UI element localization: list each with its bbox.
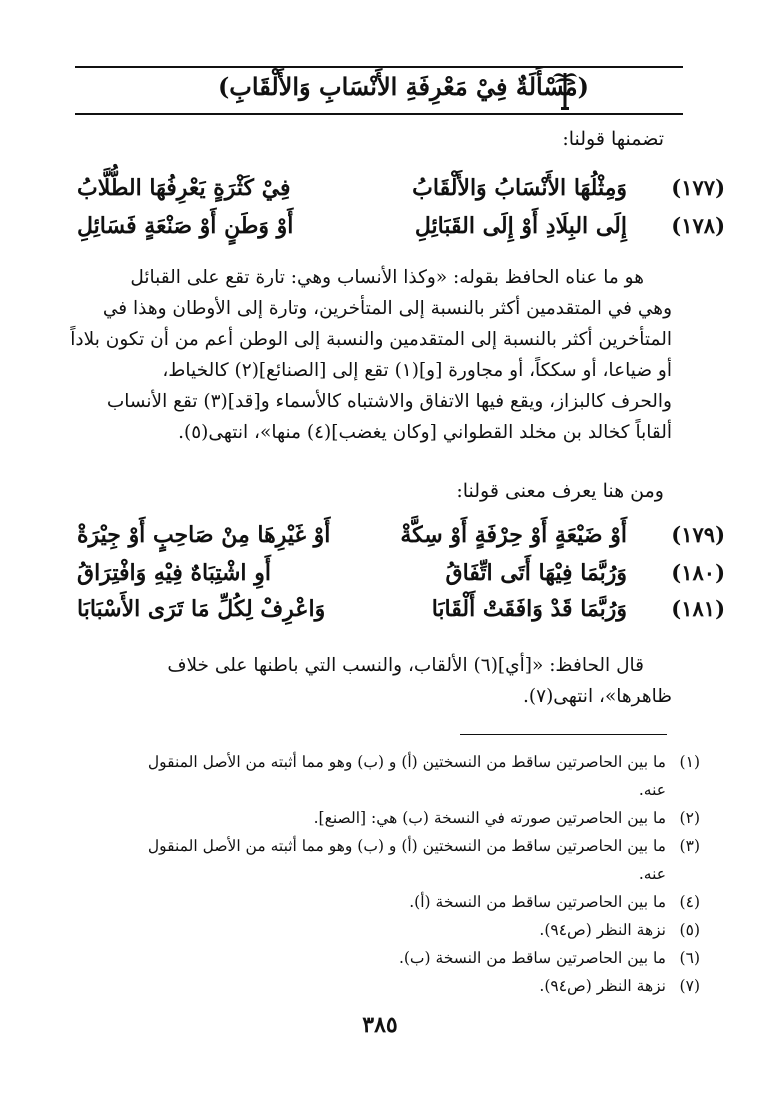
verse-second-hemistich: وَاعْرِفْ لِكُلِّ مَا تَرَى الأَسْبَابَا: [77, 596, 326, 622]
footnote-item: [70, 916, 700, 944]
paragraph-line: ظاهرها»، انتهى(٧).: [523, 686, 672, 707]
footnote-number: (٥): [679, 921, 700, 939]
paragraph-line: المتأخرين أكثر بالنسبة إلى المتقدمين والنسبة إلى الوطن أعم من أن تكون بلاداً: [70, 329, 672, 350]
footnote-item: [70, 888, 700, 916]
intro-line-1: تضمنها قولنا:: [562, 128, 664, 150]
commentary-paragraph-2: [72, 650, 672, 712]
footnote-number: (١): [679, 753, 700, 771]
verse-first-hemistich: وَرُبَّمَا فِيْهَا أَتَى اتِّفَاقُ: [445, 560, 627, 586]
verse-second-hemistich: فِيْ كَثْرَةٍ يَعْرِفُهَا الطُّلَّابُ: [77, 175, 291, 201]
header-top-rule: [75, 66, 683, 68]
footnote-item: [70, 832, 700, 888]
footnote-item: [70, 972, 700, 1000]
header-bottom-rule: [75, 113, 683, 115]
footnote-number: (٤): [679, 893, 700, 911]
footnote-text: ما بين الحاصرتين ساقط من النسخة (ب).: [398, 949, 666, 967]
footnote-text: ما بين الحاصرتين ساقط من النسخة (أ).: [409, 893, 666, 911]
verse-row: [65, 175, 725, 209]
footnote-text: نزهة النظر (ص٩٤).: [539, 921, 666, 939]
footnote-text: نزهة النظر (ص٩٤).: [539, 977, 666, 995]
paragraph-line: قال الحافظ: «[أي](٦) الألقاب، والنسب التي باطنها على خلاف: [167, 655, 644, 676]
verse-row: [65, 596, 725, 630]
verse-first-hemistich: إِلَى البِلَادِ أَوْ إِلَى القَبَائِلِ: [414, 213, 627, 239]
footnote-text: عنه.: [638, 865, 666, 883]
verse-number: (١٧٨): [671, 213, 725, 238]
paragraph-line: وهي في المتقدمين أكثر بالنسبة إلى المتأخرين، وتارة إلى الأوطان وهذا في: [102, 298, 672, 319]
footnote-text: ما بين الحاصرتين ساقط من النسختين (أ) و (ب) وهو مما أثبته من الأصل المنقول: [147, 837, 666, 855]
verse-second-hemistich: أَوِ اشْتِبَاهٌ فِيْهِ وَافْتِرَاقُ: [77, 560, 271, 586]
verse-row: [65, 560, 725, 594]
commentary-paragraph-1: [72, 262, 672, 448]
verse-number: (١٧٧): [671, 175, 725, 200]
verse-second-hemistich: أَوْ غَيْرِهَا مِنْ صَاحِبٍ أَوْ جِيْرَةْ: [77, 522, 331, 548]
paragraph-line: هو ما عناه الحافظ بقوله: «وكذا الأنساب وهي: تارة تقع على القبائل: [130, 267, 644, 288]
page-title: (مَسْأَلَةٌ فِيْ مَعْرِفَةِ الأَنْسَابِ وَالأَلْقَابِ): [217, 72, 589, 101]
footnote-text: عنه.: [638, 781, 666, 799]
footnote-text: ما بين الحاصرتين صورته في النسخة (ب) هي: [الصنع].: [313, 809, 666, 827]
paragraph-line: ألقاباً كخالد بن مخلد القطواني [وكان يغضب](٤) منها»، انتهى(٥).: [178, 422, 672, 443]
verse-row: [65, 213, 725, 247]
verse-number: (١٨١): [671, 596, 725, 621]
footnote-item: [70, 804, 700, 832]
footnote-number: (٧): [679, 977, 700, 995]
verse-number: (١٧٩): [671, 522, 725, 547]
verse-first-hemistich: أَوْ ضَيْعَةٍ أَوْ حِرْفَةٍ أَوْ سِكَّةْ: [400, 522, 627, 548]
footnote-number: (٦): [679, 949, 700, 967]
page-number: ٣٨٥: [362, 1012, 398, 1038]
verse-second-hemistich: أَوْ وَطَنٍ أَوْ صَنْعَةٍ فَسَائِلِ: [77, 213, 294, 239]
footnotes: [70, 748, 700, 1000]
verse-first-hemistich: وَرُبَّمَا قَدْ وَافَقَتْ أَلْقَابَا: [431, 596, 627, 622]
footnote-item: [70, 944, 700, 972]
paragraph-line: والحرف كالبزاز، ويقع فيها الاتفاق والاشتباه كالأسماء و[قد](٣) تقع الأنساب: [106, 391, 672, 412]
intro-line-2: ومن هنا يعرف معنى قولنا:: [456, 480, 664, 502]
footnote-number: (٢): [679, 809, 700, 827]
footnote-number: (٣): [679, 837, 700, 855]
footnote-text: ما بين الحاصرتين ساقط من النسختين (أ) و (ب) وهو مما أثبته من الأصل المنقول: [147, 753, 666, 771]
verse-row: [65, 522, 725, 556]
verse-first-hemistich: وَمِثْلُهَا الأَنْسَابُ وَالأَلْقَابُ: [412, 175, 627, 201]
footnote-separator: [460, 734, 667, 735]
verse-number: (١٨٠): [671, 560, 725, 585]
paragraph-line: أو ضياعا، أو سككاً، أو مجاورة [و](١) تقع إلى [الصنائع](٢) كالخياط،: [162, 360, 672, 381]
footnote-item: [70, 748, 700, 804]
